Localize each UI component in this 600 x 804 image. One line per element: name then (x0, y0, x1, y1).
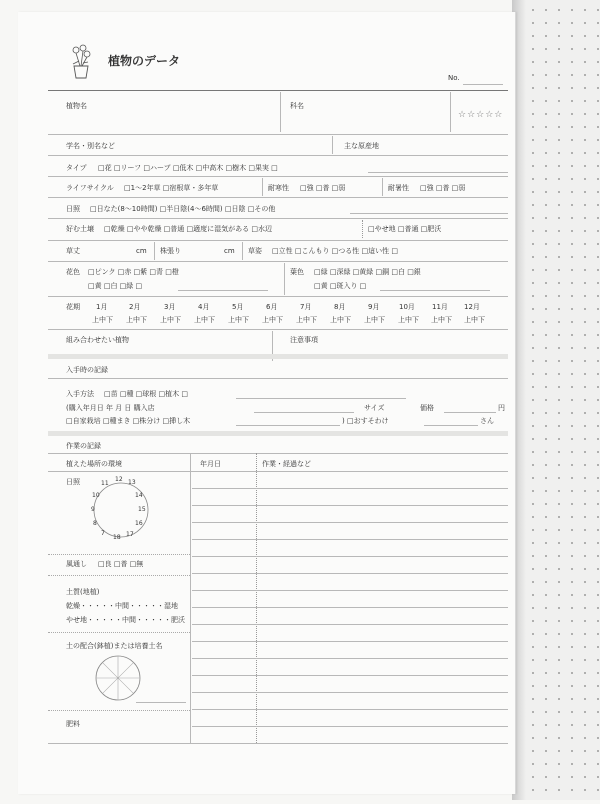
log-line (192, 573, 508, 574)
leaf-color-line2: □黄 □斑入り □ (314, 282, 367, 290)
origin-label: 主な原産地 (344, 142, 379, 150)
row-rule (48, 378, 508, 379)
clock-hour: 10 (92, 492, 100, 499)
row-rule (48, 134, 508, 135)
rating-stars: ☆☆☆☆☆ (458, 110, 504, 120)
ground-soil-scale1: 乾燥・・・・・中間・・・・・湿地 (66, 602, 178, 610)
method-options: □苗 □種 □球根 □植木 □ (104, 390, 188, 398)
width-unit: cm (224, 247, 235, 255)
soil-mix-pie-icon (92, 652, 144, 704)
clock-hour: 8 (93, 520, 97, 527)
log-line (192, 726, 508, 727)
ground-soil-label: 土質(地植) (66, 588, 100, 596)
san-label: さん (480, 417, 494, 425)
month-period: 上中下 (330, 316, 351, 324)
combination-label: 組み合わせたい植物 (66, 336, 129, 344)
log-line (192, 624, 508, 625)
clock-hour: 16 (135, 520, 143, 527)
clock-hour: 9 (91, 506, 95, 513)
soil-name-line (136, 702, 186, 703)
cell-rule (48, 554, 190, 555)
cell-rule (48, 710, 190, 711)
log-line (192, 607, 508, 608)
lifecycle-label: ライフサイクル (66, 184, 114, 192)
price-label: 価格 (420, 404, 434, 412)
height-label: 草丈 (66, 247, 80, 255)
work-column-header: 作業・経過など (262, 460, 311, 468)
cell-divider (242, 242, 243, 260)
cell-rule (48, 632, 190, 633)
price-line (444, 412, 496, 413)
month-period: 上中下 (92, 316, 113, 324)
wind-options: □良 □普 □無 (98, 560, 144, 568)
clock-hour: 7 (101, 530, 105, 537)
cell-rule (48, 575, 190, 576)
log-line (192, 556, 508, 557)
notes-label: 注意事項 (290, 336, 318, 344)
page-title: 植物のデータ (108, 54, 181, 68)
form-label: 草姿 (248, 247, 262, 255)
month-period: 上中下 (228, 316, 249, 324)
purchase-date-line: (購入年月日 年 月 日 購入店 (66, 404, 155, 412)
section-band (48, 354, 508, 359)
heat-label: 耐暑性 (388, 184, 409, 192)
method-other-line (236, 398, 406, 399)
section-band (48, 431, 508, 436)
flower-color-line2: □黄 □白 □緑 □ (88, 282, 143, 290)
wind-label: 風通し (66, 560, 87, 568)
clock-hour: 12 (115, 476, 123, 483)
flower-color-label: 花色 (66, 268, 80, 276)
log-line (192, 522, 508, 523)
log-line (192, 658, 508, 659)
potted-plant-icon (68, 44, 94, 80)
month-label: 8月 (334, 303, 346, 311)
log-line (192, 488, 508, 489)
row-rule (48, 240, 508, 241)
heat-options: □強 □普 □弱 (420, 184, 466, 192)
clock-hour: 15 (138, 506, 146, 513)
date-column-divider (256, 453, 257, 743)
cell-divider (262, 178, 263, 196)
origin-options: □自家栽培 □種まき □株分け □挿し木 (66, 417, 191, 425)
row-rule (48, 197, 508, 198)
month-period: 上中下 (194, 316, 215, 324)
soil-options: □乾燥 □やや乾燥 □普通 □適度に湿気がある □水辺 (104, 225, 272, 233)
month-label: 3月 (164, 303, 176, 311)
form-options: □立性 □こんもり □つる性 □這い性 □ (272, 247, 398, 255)
type-label: タイプ (66, 164, 87, 172)
month-label: 10月 (399, 303, 415, 311)
gift-name-line (424, 425, 478, 426)
leaf-color-line1: □緑 □深緑 □黄緑 □銅 □白 □銀 (314, 268, 421, 276)
origin-divider (332, 136, 333, 154)
row-rule (48, 155, 508, 156)
log-line (192, 505, 508, 506)
store-line (254, 412, 354, 413)
month-label: 9月 (368, 303, 380, 311)
plant-name-label: 植物名 (66, 102, 87, 110)
environment-column-divider (190, 453, 191, 743)
width-label: 株張り (160, 247, 181, 255)
log-line (192, 590, 508, 591)
row-rule (48, 261, 508, 262)
month-period: 上中下 (464, 316, 485, 324)
month-label: 6月 (266, 303, 278, 311)
lifecycle-options: □1〜2年草 □宿根草・多年草 (124, 184, 219, 192)
plant-data-sheet (18, 12, 516, 794)
method-label: 入手方法 (66, 390, 94, 398)
environment-label: 植えた場所の環境 (66, 460, 122, 468)
log-line (192, 709, 508, 710)
origin-other-line (236, 425, 340, 426)
fertility-options: □やせ地 □普通 □肥沃 (368, 225, 442, 233)
row-rule (48, 743, 508, 744)
cold-options: □強 □普 □弱 (300, 184, 346, 192)
row-rule (48, 176, 508, 177)
fertilizer-label: 肥料 (66, 720, 80, 728)
month-label: 11月 (432, 303, 448, 311)
row-rule (48, 329, 508, 330)
height-unit: cm (136, 247, 147, 255)
month-period: 上中下 (431, 316, 452, 324)
ground-soil-scale2: やせ地・・・・・中間・・・・・肥沃 (66, 616, 185, 624)
month-label: 5月 (232, 303, 244, 311)
leaf-color-other-line (380, 290, 490, 291)
type-other-line (368, 172, 508, 173)
sun-label: 日照 (66, 205, 80, 213)
work-heading: 作業の記録 (66, 442, 101, 450)
clock-hour: 11 (101, 480, 109, 487)
gift-option: ) □おすそわけ (342, 417, 389, 425)
sun-other-line (350, 213, 508, 214)
leaf-color-label: 葉色 (290, 268, 304, 276)
cell-divider (154, 242, 155, 260)
sun-options: □日なた(8〜10時間) □半日陰(4〜6時間) □日陰 □その他 (90, 205, 276, 213)
clock-hour: 18 (113, 534, 121, 541)
clock-hour: 17 (126, 531, 134, 538)
family-name-label: 科名 (290, 102, 304, 110)
cell-divider (382, 178, 383, 196)
number-line (463, 84, 503, 85)
cold-label: 耐寒性 (268, 184, 289, 192)
clock-hour: 14 (135, 492, 143, 499)
flower-color-other-line (178, 290, 268, 291)
month-period: 上中下 (364, 316, 385, 324)
month-label: 4月 (198, 303, 210, 311)
yen-label: 円 (498, 404, 505, 412)
row-rule (48, 218, 508, 219)
clock-hour: 13 (128, 479, 136, 486)
soil-label: 好む土壌 (66, 225, 94, 233)
log-line (192, 675, 508, 676)
month-period: 上中下 (126, 316, 147, 324)
header-rule (48, 90, 508, 91)
scientific-name-label: 学名・別名など (66, 142, 115, 150)
purchase-heading: 入手時の記録 (66, 366, 108, 374)
row-rule (48, 453, 508, 454)
month-label: 2月 (129, 303, 141, 311)
month-period: 上中下 (262, 316, 283, 324)
month-period: 上中下 (160, 316, 181, 324)
flowering-label: 花期 (66, 303, 80, 311)
month-period: 上中下 (296, 316, 317, 324)
date-column-header: 年月日 (200, 460, 221, 468)
log-line (192, 692, 508, 693)
cell-divider (362, 220, 363, 238)
month-label: 1月 (96, 303, 108, 311)
soil-mix-label: 土の配合(鉢植)または培養土名 (66, 642, 163, 650)
rating-divider (450, 92, 451, 132)
size-label: サイズ (364, 404, 385, 412)
flower-color-line1: □ピンク □赤 □紫 □青 □橙 (88, 268, 179, 276)
name-divider (280, 92, 281, 132)
type-options: □花 □リーフ □ハーブ □低木 □中高木 □樹木 □果実 □ (98, 164, 278, 172)
row-rule (48, 296, 508, 297)
log-line (192, 539, 508, 540)
env-sun-label: 日照 (66, 478, 80, 486)
log-line (192, 641, 508, 642)
month-label: 12月 (464, 303, 480, 311)
cell-divider (284, 263, 285, 295)
month-label: 7月 (300, 303, 312, 311)
number-label: No. (448, 74, 460, 82)
month-period: 上中下 (398, 316, 419, 324)
